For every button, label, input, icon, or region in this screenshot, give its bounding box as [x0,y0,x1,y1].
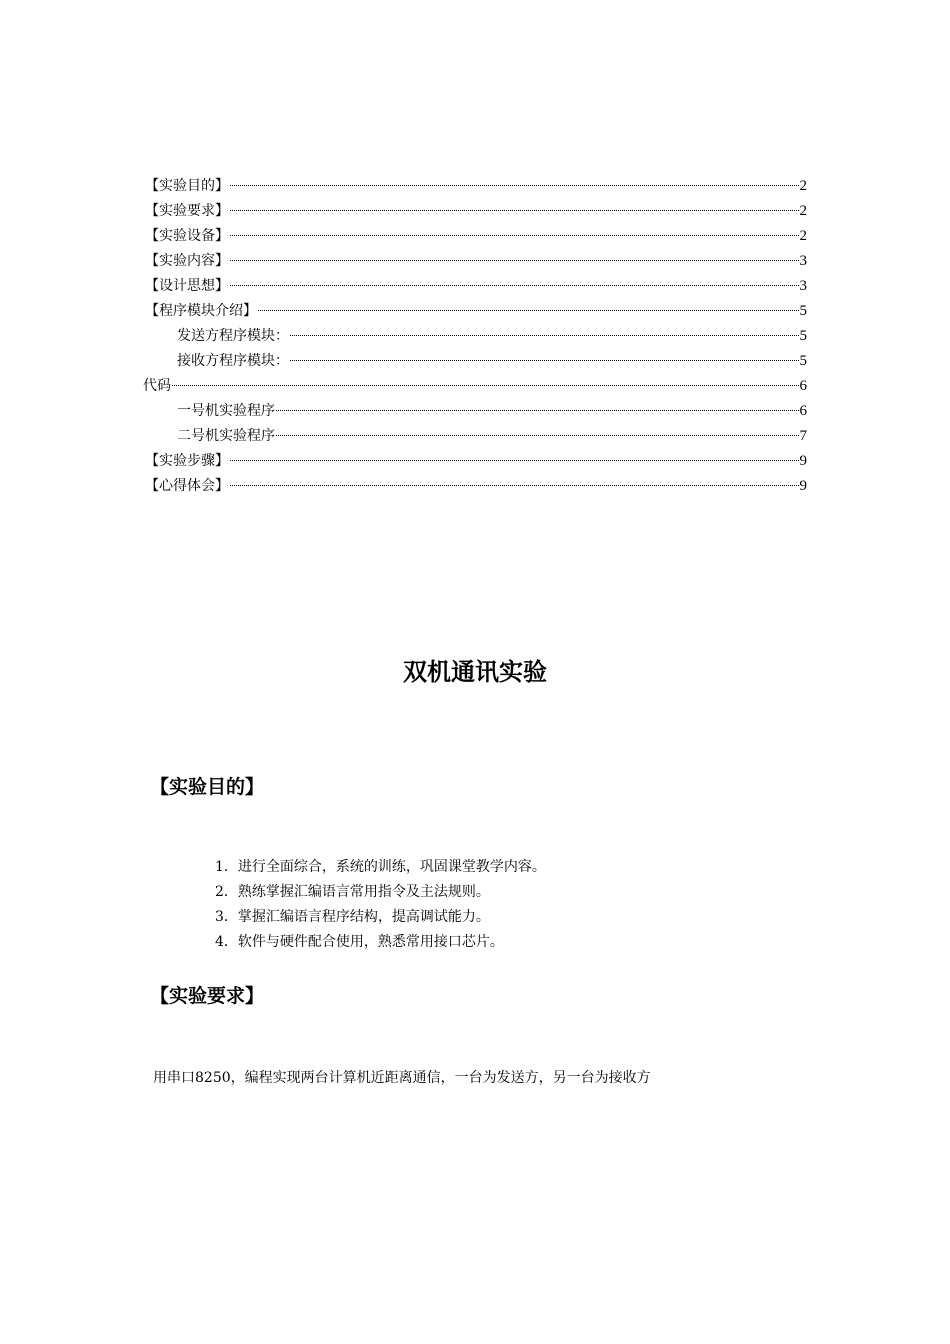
toc-page-number: 2 [799,203,807,219]
toc-page-number: 5 [799,328,807,344]
toc-page-number: 9 [799,453,807,469]
list-item: 3．掌握汇编语言程序结构，提高调试能力。 [215,909,490,925]
toc-entry-label: 二号机实验程序 [177,428,275,444]
document-title: 双机通讯实验 [403,658,547,686]
toc-page-number: 5 [799,353,807,369]
section-heading-purpose: 【实验目的】 [150,776,265,798]
toc-leader [172,385,799,386]
toc-entry[interactable] [145,449,807,474]
toc-entry[interactable] [145,199,807,224]
toc-entry[interactable] [145,349,807,374]
toc-leader [230,460,799,461]
toc-leader [230,285,799,286]
toc-leader [258,310,799,311]
toc-entry[interactable] [145,274,807,299]
toc-entry[interactable] [145,174,807,199]
toc-page-number: 3 [799,278,807,294]
toc-entry[interactable] [145,299,807,324]
list-item: 1．进行全面综合，系统的训练，巩固课堂教学内容。 [215,859,546,875]
toc-page-number: 3 [799,253,807,269]
toc-leader [230,210,799,211]
toc-leader [230,235,799,236]
toc-page-number: 2 [799,178,807,194]
toc-entry[interactable] [145,224,807,249]
toc-entry[interactable] [145,399,807,424]
toc-entry[interactable] [145,474,807,499]
toc-entry-label: 发送方程序模块： [177,328,289,344]
table-of-contents [145,174,807,499]
toc-entry-label: 【实验要求】 [145,203,229,219]
toc-entry[interactable] [145,324,807,349]
toc-entry-label: 【实验目的】 [145,178,229,194]
toc-entry[interactable] [145,424,807,449]
toc-leader [276,410,799,411]
toc-page-number: 2 [799,228,807,244]
toc-entry-label: 【程序模块介绍】 [145,303,257,319]
toc-page-number: 5 [799,303,807,319]
toc-entry-label: 代码 [143,378,171,394]
toc-entry[interactable] [145,249,807,274]
toc-leader [230,185,799,186]
toc-page-number: 9 [799,478,807,494]
toc-leader [230,260,799,261]
toc-entry-label: 【实验内容】 [145,253,229,269]
section-heading-requirements: 【实验要求】 [150,985,265,1007]
requirements-paragraph: 用串口8250，编程实现两台计算机近距离通信，一台为发送方，另一台为接收方 [153,1070,651,1086]
list-item: 4．软件与硬件配合使用，熟悉常用接口芯片。 [215,934,504,950]
list-item: 2．熟练掌握汇编语言常用指令及主法规则。 [215,884,490,900]
toc-entry-label: 一号机实验程序 [177,403,275,419]
toc-entry-label: 【心得体会】 [145,478,229,494]
toc-entry[interactable] [143,374,807,399]
toc-page-number: 6 [799,378,807,394]
toc-page-number: 7 [799,428,807,444]
toc-leader [290,360,799,361]
toc-page-number: 6 [799,403,807,419]
toc-entry-label: 【实验设备】 [145,228,229,244]
toc-entry-label: 【实验步骤】 [145,453,229,469]
toc-leader [276,435,799,436]
toc-entry-label: 接收方程序模块： [177,353,289,369]
toc-leader [290,335,799,336]
toc-leader [230,485,799,486]
purpose-list [215,855,546,955]
toc-entry-label: 【设计思想】 [145,278,229,294]
